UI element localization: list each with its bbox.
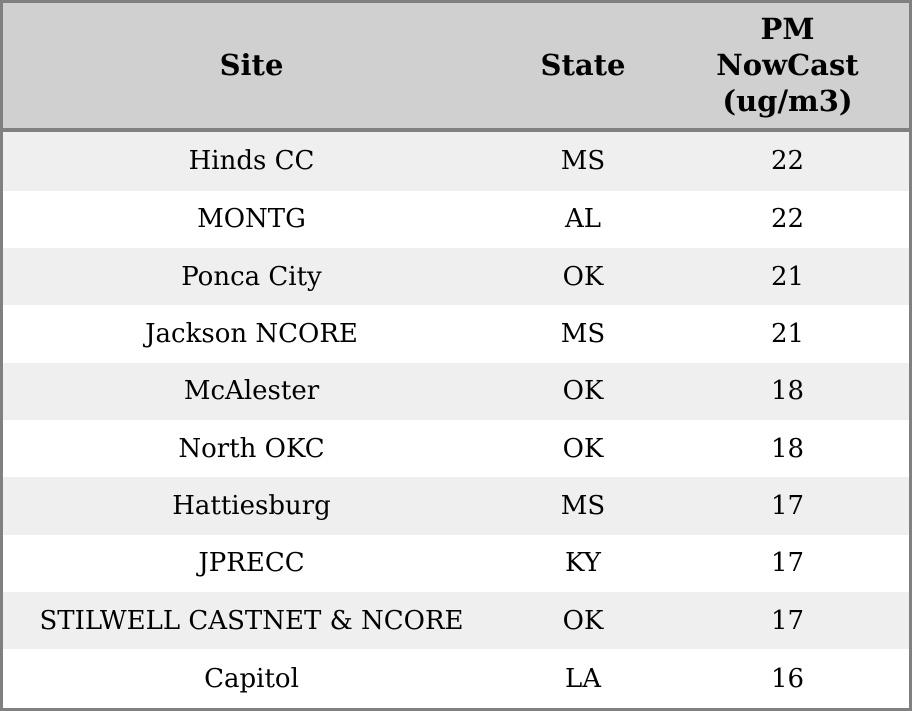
site-cell: MONTG <box>197 204 306 235</box>
state-cell: LA <box>564 663 602 694</box>
table-row <box>2 592 911 649</box>
table-row <box>2 363 911 420</box>
pm-nowcast-cell: 18 <box>770 433 805 464</box>
state-cell: MS <box>560 146 606 177</box>
site-cell: McAlester <box>183 376 320 407</box>
header-site <box>2 2 501 130</box>
header-pm-nowcast-label: PM NowCast (ug/m3) <box>716 11 859 119</box>
pm-nowcast-cell: 16 <box>770 663 805 694</box>
table-row <box>2 191 911 248</box>
header-pm-nowcast <box>666 2 911 130</box>
pm-nowcast-cell: 17 <box>770 548 805 579</box>
state-cell: MS <box>560 318 606 349</box>
state-cell: OK <box>562 605 604 636</box>
table-body <box>2 130 911 710</box>
pm-nowcast-cell: 17 <box>770 490 805 521</box>
pm-nowcast-cell: 21 <box>770 261 805 292</box>
table-row <box>2 305 911 362</box>
header-state <box>500 2 666 130</box>
table-row <box>2 649 911 709</box>
site-cell: STILWELL CASTNET & NCORE <box>39 605 464 636</box>
table-row <box>2 477 911 534</box>
site-cell: Hattiesburg <box>172 490 331 521</box>
state-cell: MS <box>560 490 606 521</box>
header-state-label: State <box>540 48 626 83</box>
site-cell: Capitol <box>204 663 299 694</box>
table-row <box>2 248 911 305</box>
site-cell: JPRECC <box>198 548 305 579</box>
pm-nowcast-cell: 18 <box>770 376 805 407</box>
site-cell: Jackson NCORE <box>145 318 358 349</box>
state-cell: KY <box>565 548 601 579</box>
table-row <box>2 420 911 477</box>
header-site-label: Site <box>219 48 284 83</box>
table-header <box>2 2 911 130</box>
state-cell: AL <box>564 204 602 235</box>
site-cell: Ponca City <box>181 261 322 292</box>
state-cell: OK <box>562 433 604 464</box>
state-cell: OK <box>562 376 604 407</box>
pm-nowcast-cell: 22 <box>770 146 805 177</box>
pm-nowcast-cell: 22 <box>770 204 805 235</box>
site-cell: Hinds CC <box>188 146 315 177</box>
table-row <box>2 535 911 592</box>
state-cell: OK <box>562 261 604 292</box>
header-row <box>2 2 911 130</box>
pm-nowcast-cell: 21 <box>770 318 805 349</box>
site-cell: North OKC <box>178 433 325 464</box>
pm-nowcast-cell: 17 <box>770 605 805 636</box>
table-row <box>2 130 911 191</box>
